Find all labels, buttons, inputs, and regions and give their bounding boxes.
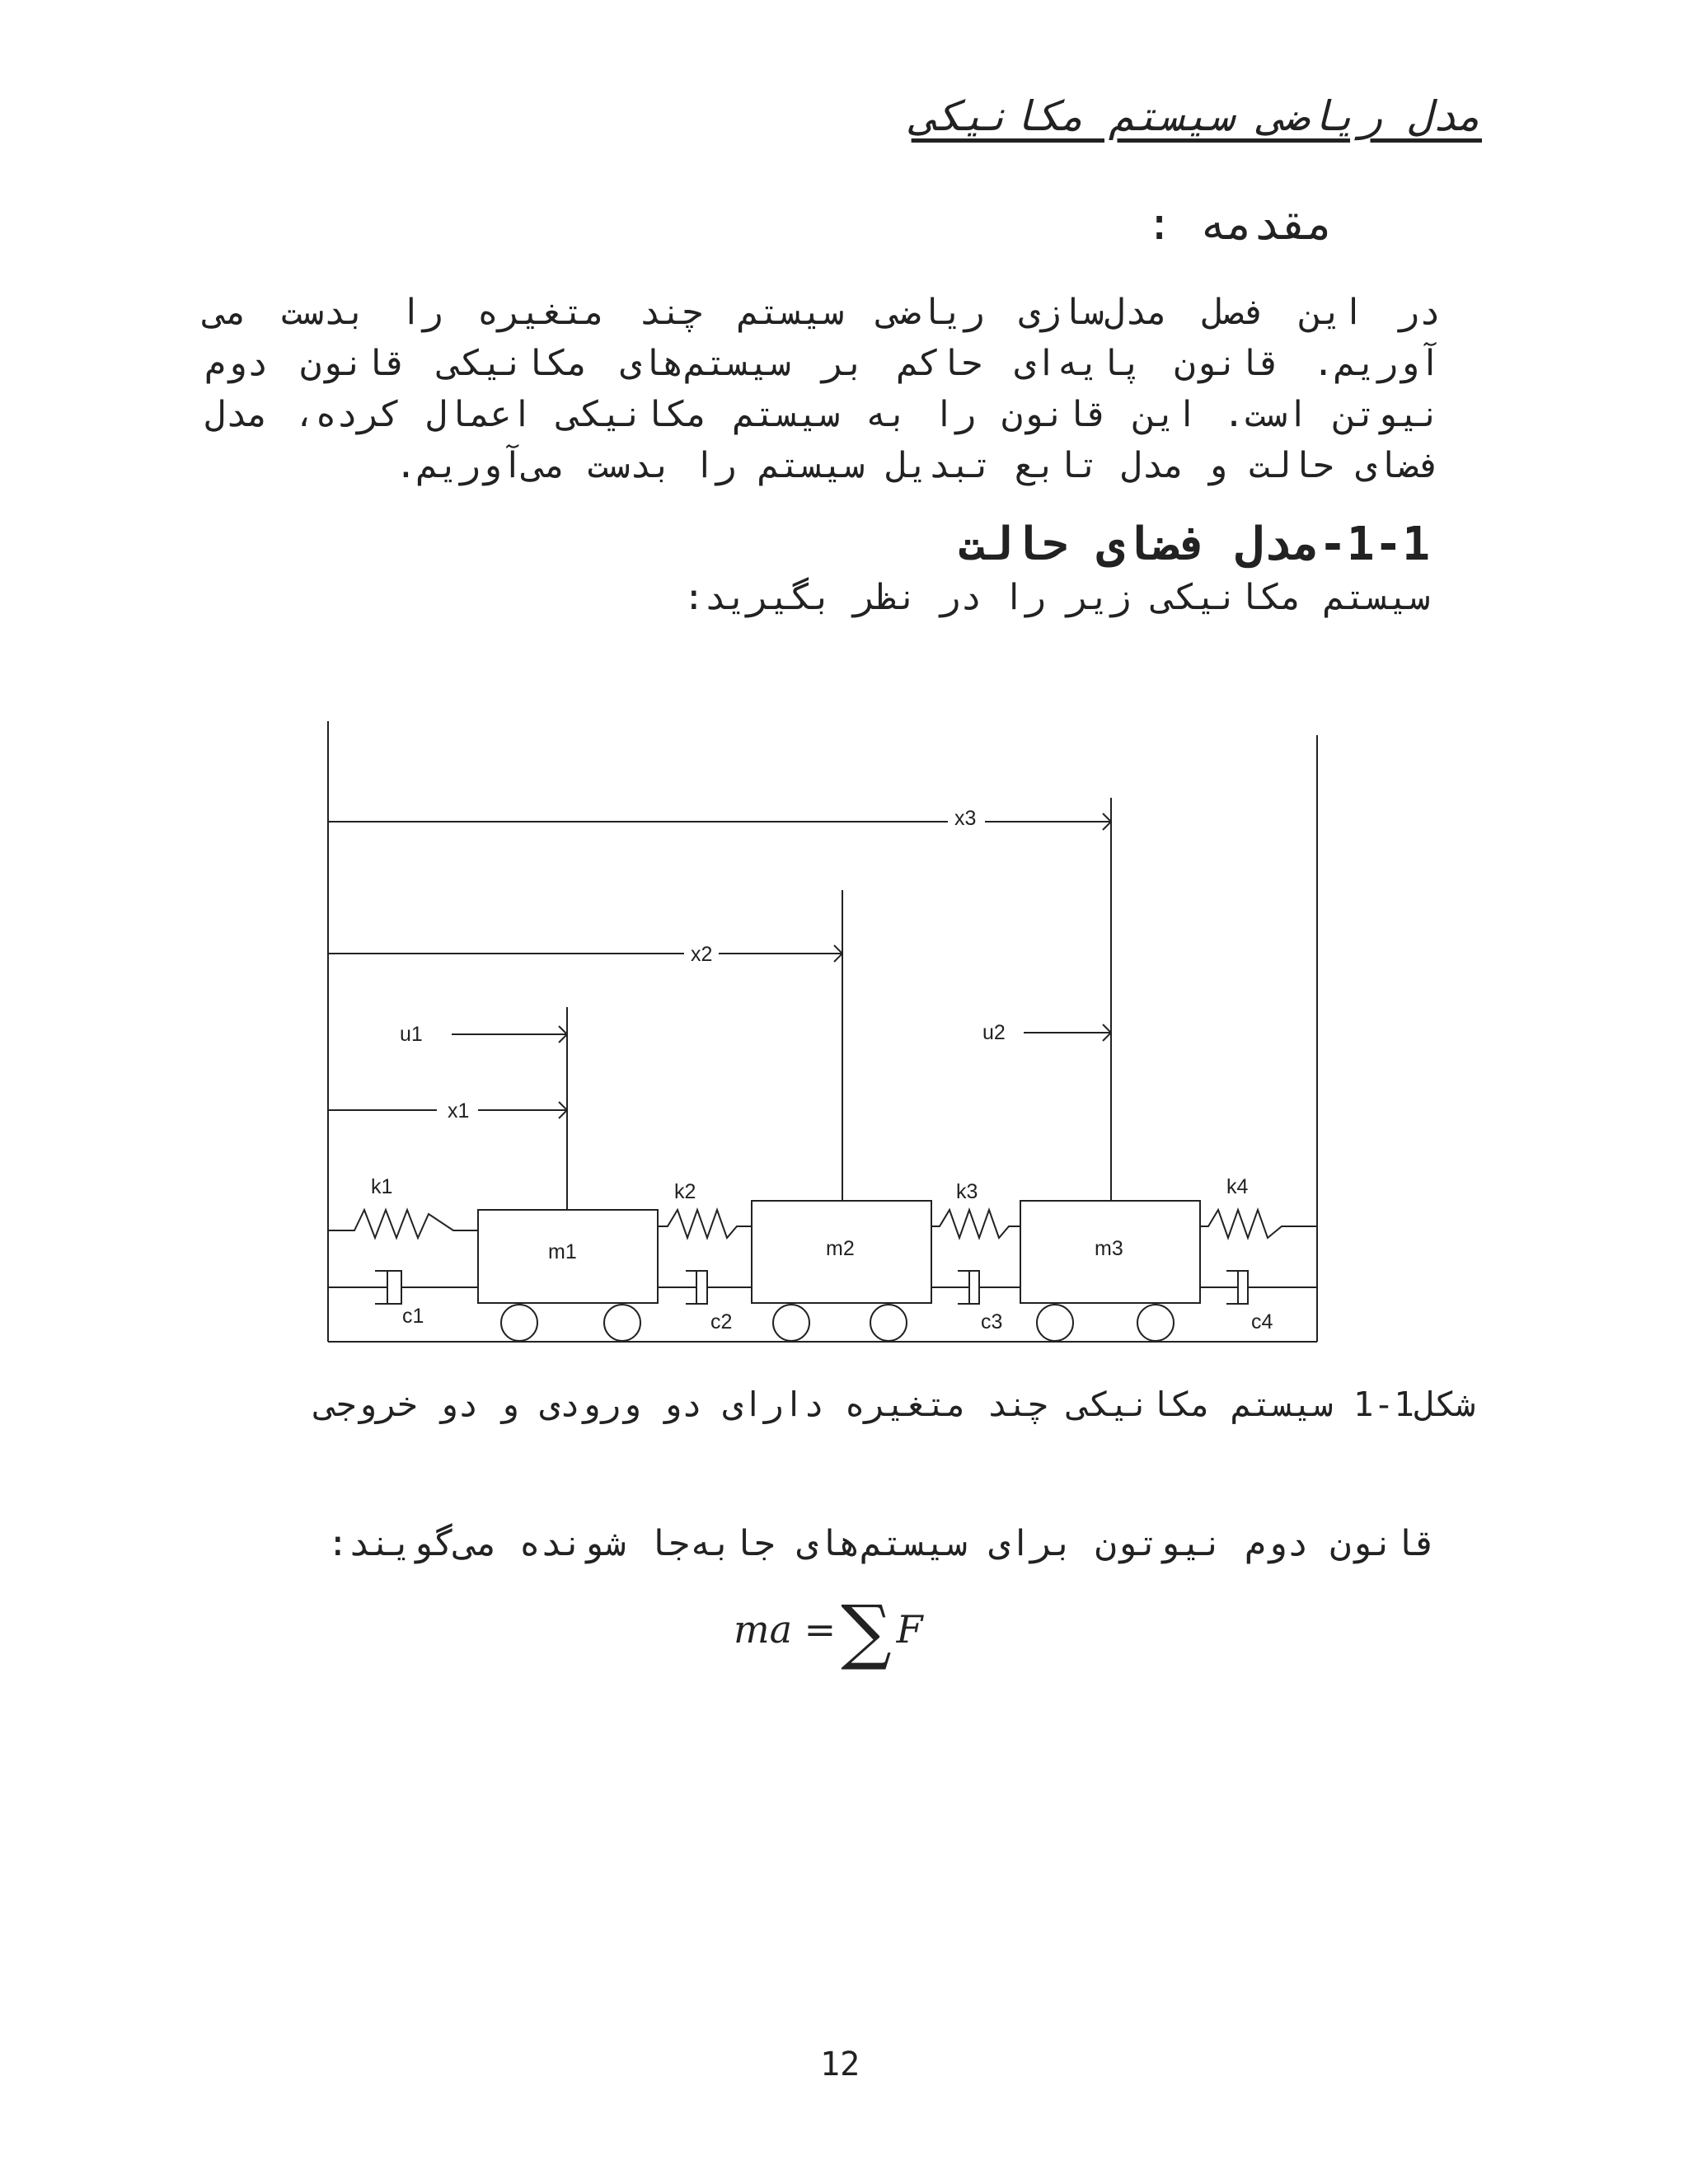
equation-lhs: ma = xyxy=(734,1607,837,1652)
x2-arrow xyxy=(328,945,842,962)
spring-label-k1: k1 xyxy=(371,1175,393,1198)
damper-c2 xyxy=(658,1271,752,1304)
newton-law-text: قانون دوم نیوتون برای سیستم‌های جابه‌جا شونده می‌گویند: xyxy=(326,1523,1437,1564)
spring-k3 xyxy=(931,1210,1020,1238)
damper-c1 xyxy=(328,1271,478,1304)
equation-rhs: F xyxy=(896,1607,923,1652)
mass-label-1: m1 xyxy=(548,1240,577,1263)
figure-caption: شکل1-1 سیستم مکانیکی چند متغیره دارای دو ورودی و دو خروجی xyxy=(315,1385,1475,1424)
spring-k1 xyxy=(328,1210,478,1238)
wheel xyxy=(604,1305,640,1341)
spring-k4 xyxy=(1200,1210,1317,1238)
x3-arrow xyxy=(328,813,1111,830)
wheel xyxy=(870,1305,907,1341)
damper-label-c1: c1 xyxy=(402,1305,424,1328)
newton-equation xyxy=(734,1591,923,1673)
displacement-label-x3: x3 xyxy=(954,807,977,830)
intro-paragraph: در این فصل مدل‌سازی ریاضی سیستم چند متغیره را بدست می آوریم. قانون پایه‌ای حاکم بر سیستم‌های مکانیکی قانون دوم نیوتن است. این قانون را به سیستم مکانیکی اعمال کرده، مدل فضای حالت و مدل تابع تبدیل سیستم را بدست می‌آوریم. xyxy=(204,292,1441,486)
wheel xyxy=(1037,1305,1073,1341)
spring-label-k3: k3 xyxy=(956,1180,978,1203)
intro-heading: مقدمه : xyxy=(1146,198,1334,250)
spring-label-k4: k4 xyxy=(1226,1175,1249,1198)
mass-label-2: m2 xyxy=(826,1237,855,1260)
u1-arrow xyxy=(452,1026,567,1043)
displacement-label-x1: x1 xyxy=(448,1099,470,1122)
page-header-title: مدل ریاضی سیستم مکانیکی xyxy=(911,92,1482,140)
input-label-u1: u1 xyxy=(400,1023,423,1046)
section-heading: 1-1-مدل فضای حالت xyxy=(957,518,1430,571)
input-label-u2: u2 xyxy=(982,1021,1006,1044)
mass-label-3: m3 xyxy=(1095,1237,1123,1260)
u2-arrow xyxy=(1024,1024,1111,1041)
spring-label-k2: k2 xyxy=(674,1180,696,1203)
displacement-label-x2: x2 xyxy=(691,943,713,966)
wheel xyxy=(773,1305,809,1341)
damper-label-c3: c3 xyxy=(981,1310,1003,1333)
wheel xyxy=(1137,1305,1174,1341)
damper-c4 xyxy=(1200,1271,1317,1304)
damper-label-c2: c2 xyxy=(710,1310,733,1333)
damper-label-c4: c4 xyxy=(1251,1310,1273,1333)
spring-k2 xyxy=(658,1210,752,1238)
wheel xyxy=(501,1305,537,1341)
sigma-symbol: ∑ xyxy=(841,1591,892,1673)
mass-spring-damper-diagram xyxy=(321,717,1343,1352)
page-number: 12 xyxy=(820,2046,860,2083)
section-intro-text: سیستم مکانیکی زیر را در نظر بگیرید: xyxy=(682,577,1430,618)
damper-c3 xyxy=(931,1271,1020,1304)
